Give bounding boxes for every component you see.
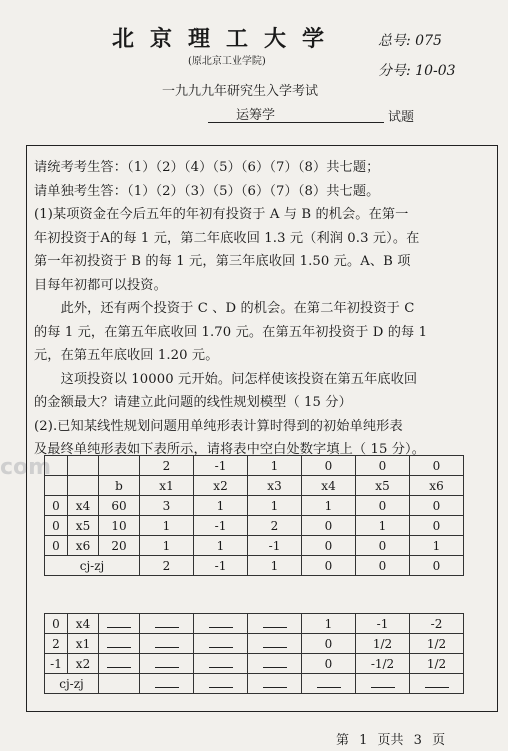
- cost-row: [45, 456, 464, 476]
- text-line: 此外，还有两个投资于 C 、D 的机会。在第二年初投资于 C: [34, 301, 415, 316]
- table-row: [45, 516, 464, 536]
- cost-coef: 0: [45, 536, 68, 556]
- table-cell: -2: [410, 614, 464, 634]
- cost-coef: 0: [45, 614, 68, 634]
- table-cell: 0: [302, 536, 356, 556]
- blank-cell[interactable]: [140, 654, 194, 674]
- table-row: [45, 634, 464, 654]
- rhs-value: 20: [99, 536, 140, 556]
- text-line: 及最终单纯形表如下表所示，请将表中空白处数字填上（ 15 分）。: [34, 442, 426, 457]
- table-cell: 2: [140, 556, 194, 576]
- table-cell: 3: [140, 496, 194, 516]
- exam-label: 试题: [388, 110, 415, 125]
- subject-name: 运筹学: [236, 108, 276, 123]
- university-name: 北京理工大学: [112, 26, 341, 52]
- blank-cell[interactable]: [194, 614, 248, 634]
- table-row: [45, 654, 464, 674]
- blank-cell[interactable]: [140, 614, 194, 634]
- cost-cell: 1: [248, 456, 302, 476]
- table-row: [45, 496, 464, 516]
- table-cell: -1: [194, 516, 248, 536]
- text-line: 这项投资以 10000 元开始。问怎样使该投资在第五年底收回: [34, 372, 418, 387]
- blank-cell[interactable]: [140, 674, 194, 694]
- basis-var: x1: [68, 634, 99, 654]
- table-row: [45, 536, 464, 556]
- initial-simplex-table: [44, 455, 464, 576]
- table-cell: 0: [356, 556, 410, 576]
- table-cell: 2: [248, 516, 302, 536]
- table-cell: 1/2: [356, 634, 410, 654]
- blank-cell[interactable]: [248, 614, 302, 634]
- basis-var: x6: [68, 536, 99, 556]
- rhs-value: 10: [99, 516, 140, 536]
- blank-cell[interactable]: [302, 674, 356, 694]
- sub-number: 分号: 10-03: [378, 63, 456, 79]
- header-cell: x4: [302, 476, 356, 496]
- cost-cell: 0: [302, 456, 356, 476]
- table-cell: 0: [410, 556, 464, 576]
- total-number: 总号: 075: [378, 33, 442, 49]
- text-line: 年初投资于A的每 1 元，第二年底收回 1.3 元（利润 0.3 元）。在: [34, 231, 420, 246]
- table-cell: 1: [248, 496, 302, 516]
- table-cell: 1: [140, 536, 194, 556]
- university-former-name: (原北京工业学院): [188, 56, 266, 67]
- table-cell: 1: [302, 614, 356, 634]
- text-line: 第一年初投资于 B 的每 1 元，第三年底收回 1.50 元。A、B 项: [34, 254, 411, 269]
- page-number: 第 1 页共 3 页: [336, 733, 446, 748]
- basis-var: x2: [68, 654, 99, 674]
- cost-cell: 0: [356, 456, 410, 476]
- header-cell: x5: [356, 476, 410, 496]
- table-cell: 1: [194, 536, 248, 556]
- cost-cell: 0: [410, 456, 464, 476]
- cost-coef: 2: [45, 634, 68, 654]
- header-cell: x6: [410, 476, 464, 496]
- table-cell: -1: [356, 614, 410, 634]
- table-cell: 0: [302, 654, 356, 674]
- table-cell: 0: [410, 516, 464, 536]
- blank-cell[interactable]: [140, 634, 194, 654]
- exam-title: 一九九九年研究生入学考试: [162, 84, 319, 99]
- table-cell: 0: [302, 556, 356, 576]
- text-line: 的金额最大？请建立此问题的线性规划模型（ 15 分）: [34, 395, 352, 410]
- final-simplex-table: [44, 613, 464, 694]
- cost-coef: 0: [45, 516, 68, 536]
- table-cell: 0: [410, 496, 464, 516]
- blank-cell[interactable]: [194, 634, 248, 654]
- text-line: 元，在第五年底收回 1.20 元。: [34, 348, 219, 363]
- table-cell: -1/2: [356, 654, 410, 674]
- cost-coef: 0: [45, 496, 68, 516]
- blank-cell[interactable]: [194, 674, 248, 694]
- blank-cell[interactable]: [248, 654, 302, 674]
- header-cell: b: [99, 476, 140, 496]
- table-cell: 1: [248, 556, 302, 576]
- text-line: 目每年初都可以投资。: [34, 278, 167, 293]
- reduced-cost-row: [45, 556, 464, 576]
- table-cell: 1/2: [410, 634, 464, 654]
- blank-cell[interactable]: [356, 674, 410, 694]
- blank-cell[interactable]: [99, 674, 140, 694]
- reduced-cost-label: cj-zj: [45, 674, 99, 694]
- header-cell: x1: [140, 476, 194, 496]
- cost-cell: 2: [140, 456, 194, 476]
- table-cell: 0: [356, 536, 410, 556]
- table-cell: 1: [410, 536, 464, 556]
- watermark: com: [0, 455, 52, 480]
- blank-cell[interactable]: [410, 674, 464, 694]
- blank-cell[interactable]: [248, 674, 302, 694]
- text-line: 请统考考生答：（1）（2）（4）（5）（6）（7）（8）共七题；: [34, 160, 380, 175]
- basis-var: x4: [68, 614, 99, 634]
- basis-var: x5: [68, 516, 99, 536]
- header-row: [45, 476, 464, 496]
- table-row: [45, 614, 464, 634]
- rhs-blank[interactable]: [99, 634, 140, 654]
- rhs-blank[interactable]: [99, 614, 140, 634]
- cost-coef: -1: [45, 654, 68, 674]
- header-cell: x3: [248, 476, 302, 496]
- reduced-cost-label: cj-zj: [45, 556, 140, 576]
- header-cell: x2: [194, 476, 248, 496]
- text-line: (2).已知某线性规划问题用单纯形表计算时得到的初始单纯形表: [34, 419, 403, 434]
- table-cell: 0: [356, 496, 410, 516]
- subject-underline: [208, 104, 384, 123]
- table-cell: 0: [302, 516, 356, 536]
- text-line: 请单独考生答：（1）（2）（3）（5）（6）（7）（8）共七题。: [34, 184, 380, 199]
- rhs-value: 60: [99, 496, 140, 516]
- table-cell: -1: [248, 536, 302, 556]
- cost-cell: -1: [194, 456, 248, 476]
- table-cell: 1: [140, 516, 194, 536]
- table-cell: 1: [356, 516, 410, 536]
- rhs-blank[interactable]: [99, 654, 140, 674]
- table-cell: 1: [302, 496, 356, 516]
- table-cell: -1: [194, 556, 248, 576]
- basis-var: x4: [68, 496, 99, 516]
- table-cell: 1/2: [410, 654, 464, 674]
- text-line: 的每 1 元，在第五年底收回 1.70 元。在第五年初投资于 D 的每 1: [34, 325, 428, 340]
- table-cell: 0: [302, 634, 356, 654]
- reduced-cost-row: [45, 674, 464, 694]
- text-line: (1)某项资金在今后五年的年初有投资于 A 与 B 的机会。在第一: [34, 207, 409, 222]
- table-cell: 1: [194, 496, 248, 516]
- blank-cell[interactable]: [194, 654, 248, 674]
- blank-cell[interactable]: [248, 634, 302, 654]
